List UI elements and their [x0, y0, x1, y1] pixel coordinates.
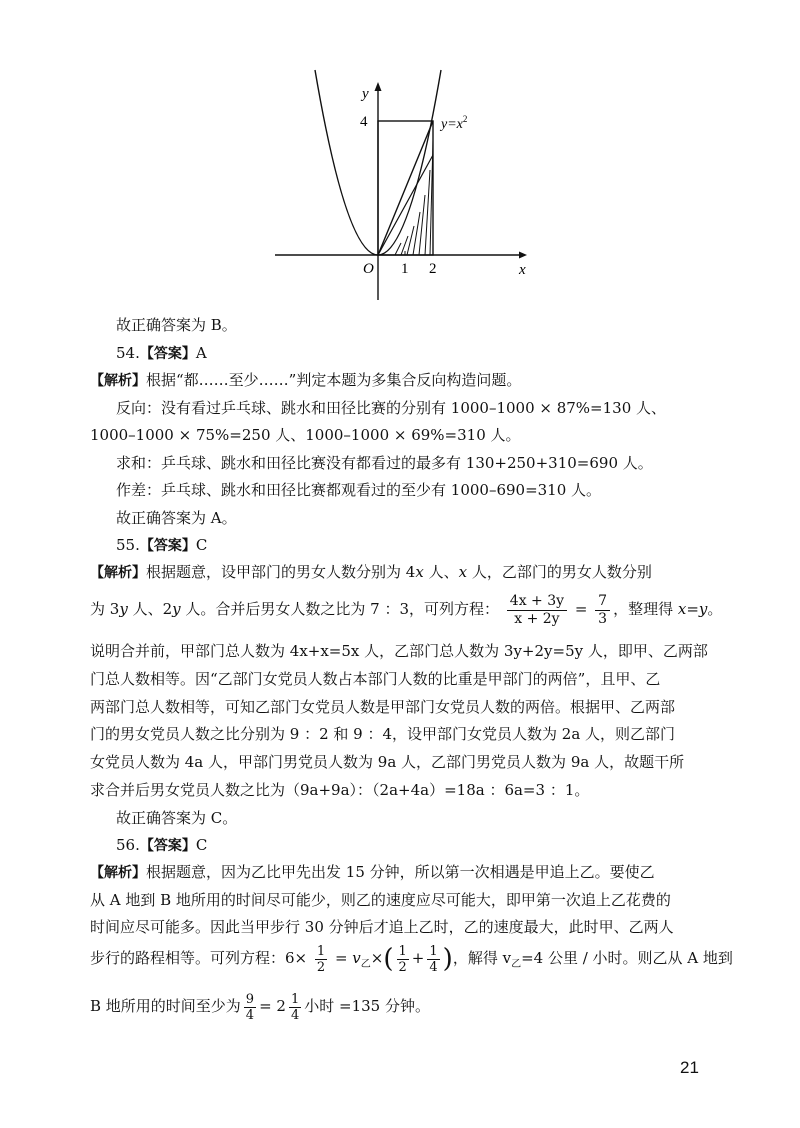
result-expression: x=y	[677, 600, 708, 618]
parabola-figure	[275, 60, 545, 310]
y-tick-label-4: 4	[360, 114, 368, 130]
answer-54	[116, 343, 741, 364]
answer-55	[116, 535, 741, 556]
text-segment: 人、2	[127, 600, 173, 618]
text-segment: = 2	[259, 997, 286, 1015]
var-x: x	[415, 563, 424, 581]
origin-label: O	[363, 261, 374, 277]
text-line: 故正确答案为 A。	[116, 509, 237, 527]
x-tick-label-2: 2	[429, 261, 437, 277]
times-sign: ×	[370, 949, 384, 967]
curve-label-base: y=x	[441, 117, 463, 132]
fraction-numerator: 7	[595, 593, 610, 611]
fraction-numerator: 1	[290, 991, 300, 1007]
fraction-denominator: x + 2y	[514, 610, 560, 627]
var-x: x	[458, 563, 468, 581]
analysis-text: 根据题意，因为乙比甲先出发 15 分钟，所以第一次相遇是甲追上乙。要使乙	[146, 863, 655, 881]
text-segment: ，整理得	[613, 600, 678, 618]
answer-tag: 【答案】	[139, 838, 196, 854]
answer-value: C	[195, 836, 208, 854]
answer-tag: 【答案】	[139, 346, 196, 362]
text-segment: 为 3	[90, 600, 120, 618]
close-paren: )	[442, 944, 453, 974]
analysis-text: 根据“都……至少……”判定本题为多集合反向构造问题。	[146, 371, 522, 389]
text-segment: 。	[707, 600, 723, 618]
subscript: 乙	[360, 959, 371, 970]
page-number: 21	[680, 1058, 699, 1077]
equation-line-56	[90, 940, 733, 983]
fraction-numerator: 1	[429, 943, 438, 959]
diagonal-line	[378, 121, 433, 255]
time-result-line	[90, 986, 715, 1026]
answer-line: 故正确答案为 B。	[116, 316, 237, 334]
analysis-tag: 【解析】	[90, 373, 146, 389]
x-axis-label: x	[519, 262, 526, 278]
question-number: 55.	[116, 536, 140, 554]
plus-sign: +	[411, 949, 425, 967]
text-line: 门的男女党员人数之比分别为 9 ：2 和 9 ：4，设甲部门女党员人数为 2a 人，则乙部门	[90, 725, 676, 743]
fraction-numerator: 1	[316, 943, 326, 959]
text-line: 两部门总人数相等，可知乙部门女党员人数是甲部门女党员人数的两倍。根据甲、乙两部	[90, 698, 676, 716]
answer-value: C	[195, 536, 208, 554]
open-paren: (	[383, 944, 394, 974]
text-segment: 根据题意，设甲部门的男女人数分别为 4	[146, 563, 416, 581]
fraction-denominator: 4	[429, 959, 438, 975]
analysis-tag: 【解析】	[90, 565, 146, 581]
analysis-56	[90, 862, 715, 883]
fraction-numerator: 4x + 3y	[507, 593, 567, 611]
text-line: 求和：乒乓球、跳水和田径比赛没有都看过的最多有 130+250+310=690 人。	[116, 454, 653, 472]
text-line: 故正确答案为 C。	[116, 809, 238, 827]
y-axis-arrow	[375, 82, 382, 91]
fraction-denominator: 2	[316, 959, 326, 975]
text-segment: 步行的路程相等。可列方程：6×	[90, 949, 308, 967]
text-segment: 人，乙部门的男女人数分别	[467, 563, 652, 581]
question-number: 54.	[116, 344, 140, 362]
curve-label	[439, 114, 467, 132]
text-line: 门总人数相等。因“乙部门女党员人数占本部门人数的比重是甲部门的两倍”，且甲、乙	[90, 670, 661, 688]
velocity-symbol: = v	[334, 949, 361, 967]
text-line: 女党员人数为 4a 人，甲部门男党员人数为 9a 人，乙部门男党员人数为 9a 人，故题干所	[90, 753, 685, 771]
question-number: 56.	[116, 836, 140, 854]
x-axis-arrow	[519, 252, 527, 259]
x-tick-label-1: 1	[401, 261, 409, 277]
text-segment: 人。合并后男女人数之比为 7 ：3，可列方程：	[180, 600, 499, 618]
fraction	[315, 944, 327, 975]
fraction	[397, 944, 409, 975]
equals-sign: =	[574, 600, 588, 618]
text-segment: =4 公里 / 小时。则乙从 A 地到	[521, 949, 733, 967]
fraction-numerator: 1	[398, 943, 407, 959]
y-axis-label: y	[362, 86, 369, 102]
text-line: 从 A 地到 B 地所用的时间尽可能少，则乙的速度应尽可能大，即甲第一次追上乙花费的	[90, 891, 671, 909]
fraction-denominator: 2	[398, 959, 407, 975]
fraction	[289, 992, 301, 1023]
text-line: 说明合并前，甲部门总人数为 4x+x=5x 人，乙部门总人数为 3y+2y=5y 人，即甲、乙两部	[90, 642, 708, 660]
analysis-54	[90, 370, 715, 391]
answer-value: A	[195, 344, 207, 362]
hatched-region	[395, 140, 433, 255]
answer-tag: 【答案】	[139, 538, 196, 554]
fraction-numerator: 9	[245, 991, 255, 1007]
text-segment: 人、	[423, 563, 459, 581]
secant-line	[378, 155, 433, 255]
analysis-55	[90, 562, 715, 583]
text-segment: B 地所用的时间至少为	[90, 997, 241, 1015]
equation-line-55	[90, 591, 723, 628]
fraction	[427, 944, 439, 975]
text-segment: 小时 =135 分钟。	[304, 997, 430, 1015]
text-line: 求合并后男女党员人数之比为（9a+9a）：（2a+4a）=18a ：6a=3 ：1。	[90, 781, 590, 799]
var-y: y	[119, 600, 128, 618]
text-line: 时间应尽可能多。因此当甲步行 30 分钟后才追上乙时，乙的速度最大，此时甲、乙两人	[90, 918, 674, 936]
fraction	[244, 992, 256, 1023]
fraction-denominator: 4	[290, 1007, 300, 1023]
subscript: 乙	[511, 959, 522, 970]
fraction-denominator: 4	[245, 1007, 255, 1023]
var-y: y	[172, 600, 181, 618]
text-line: 反向：没有看过乒乓球、跳水和田径比赛的分别有 1000–1000 × 87%=130 人、	[116, 399, 667, 417]
text-segment: ，解得 v	[452, 949, 512, 967]
analysis-tag: 【解析】	[90, 865, 146, 881]
fraction-denominator: 3	[598, 610, 608, 627]
curve-label-exponent: 2	[462, 114, 468, 124]
fraction	[595, 593, 610, 628]
text-line: 1000–1000 × 75%=250 人、1000–1000 × 69%=310 人。	[90, 426, 521, 444]
text-line: 作差：乒乓球、跳水和田径比赛都观看过的至少有 1000–690=310 人。	[116, 481, 602, 499]
fraction	[507, 593, 567, 628]
answer-56	[116, 835, 741, 856]
